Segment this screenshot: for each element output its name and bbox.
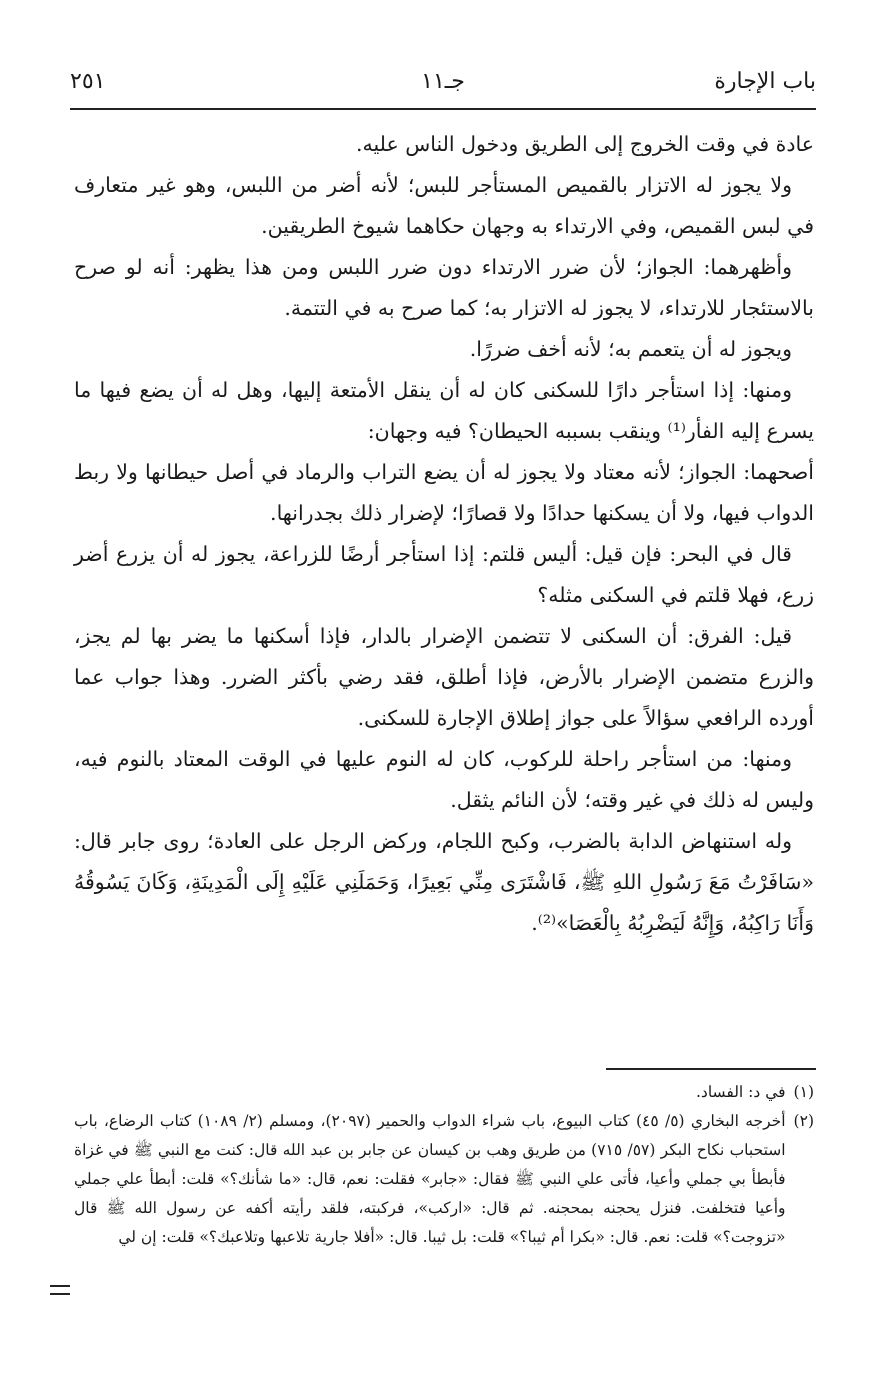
footnote-divider <box>606 1068 816 1070</box>
footnote-text: أخرجه البخاري (٥/ ٤٥) كتاب البيوع، باب شراء الدواب والحمير (٢٠٩٧)، ومسلم (٢/ ١٠٨٩) كتاب الرضاع، باب استحباب نكاح البكر (٥٧/ ٧١٥) من طريق وهب بن كيسان عن جابر بن عبد الله قال: كنت مع النبي ﷺ في غزاة فأبطأ بي جملي وأعيا، فأتى علي النبي ﷺ فقال: «جابر» فقلت: نعم، قال: «ما شأنك؟» قلت: أبطأ علي جملي وأعيا فتخلفت. فنزل يحجنه بمحجنه. ثم قال: «اركب»، فركبته، فلقد رأيته أكفه عن رسول الله ﷺ قال «تزوجت؟» قلت: نعم. قال: «بكرا أم ثيبا؟» قلت: بل ثيبا. قال: «أفلا جارية تلاعبها وتلاعبك؟» قلت: إن لي <box>74 1112 786 1246</box>
page-header <box>70 62 816 102</box>
paragraph: ومنها: من استأجر راحلة للركوب، كان له النوم عليها في الوقت المعتاد بالنوم فيه، وليس له ذلك في غير وقته؛ لأن النائم يثقل. <box>74 747 814 812</box>
paragraph: أصحهما: الجواز؛ لأنه معتاد ولا يجوز له أن يضع التراب والرماد في أصل حيطانها ولا ربط الدواب فيها، ولا أن يسكنها حدادًا ولا قصارًا؛ لإضرار ذلك بجدرانها. <box>74 460 814 525</box>
chapter-title: باب الإجارة <box>714 69 816 94</box>
paragraph: ولا يجوز له الاتزار بالقميص المستأجر للبس؛ لأنه أضر من اللبس، وهو غير متعارف في لبس القميص، وفي الارتداء به وجهان حكاهما شيوخ الطريقين. <box>74 173 814 238</box>
footnote-text: في د: الفساد. <box>695 1083 786 1101</box>
header-divider <box>70 108 816 110</box>
footnotes <box>74 1078 814 1252</box>
paragraph: ومنها: إذا استأجر دارًا للسكنى كان له أن ينقل الأمتعة إليها، وهل له أن يضع فيها ما يسرع إليه الفأر⁽¹⁾ وينقب بسببه الحيطان؟ فيه وجهان: <box>74 378 814 443</box>
footnote <box>74 1107 814 1252</box>
page-number: ٢٥١ <box>70 69 106 94</box>
paragraph: عادة في وقت الخروج إلى الطريق ودخول الناس عليه. <box>355 132 814 156</box>
footnote <box>74 1078 814 1107</box>
paragraph: قال في البحر: فإن قيل: أليس قلتم: إذا استأجر أرضًا للزراعة، يجوز له أن يزرع أضر زرع، فهلا قلتم في السكنى مثله؟ <box>74 542 814 607</box>
paragraph: ويجوز له أن يتعمم به؛ لأنه أخف ضررًا. <box>469 337 792 361</box>
paragraph: قيل: الفرق: أن السكنى لا تتضمن الإضرار بالدار، فإذا أسكنها ما يضر بها لم يجز، والزرع متضمن الإضرار بالأرض، فإذا أطلق، فقد رضي بأكثر الضرر. وهذا جواب عما أورده الرافعي سؤالاً على جواز إطلاق الإجارة للسكنى. <box>74 624 814 730</box>
paragraph: وأظهرهما: الجواز؛ لأن ضرر الارتداء دون ضرر اللبس ومن هذا يظهر: أنه لو صرح بالاستئجار للارتداء، لا يجوز له الاتزار به؛ كما صرح به في التتمة. <box>74 255 814 320</box>
volume-number: جـ١١ <box>421 69 465 94</box>
footnote-marker: (١) <box>793 1083 814 1101</box>
footnote-marker: (٢) <box>793 1112 814 1130</box>
main-text <box>74 124 814 944</box>
paragraph: وله استنهاض الدابة بالضرب، وكبح اللجام، وركض الرجل على العادة؛ روى جابر قال: «سَافَرْتُ مَعَ رَسُولِ اللهِ ﷺ، فَاشْتَرَى مِنِّي بَعِيرًا، وَحَمَلَنِي عَلَيْهِ إِلَى الْمَدِينَةِ، وَكَانَ يَسُوقُهُ وَأَنَا رَاكِبُهُ، وَإِنَّهُ لَيَضْرِبُهُ بِالْعَصَا»⁽²⁾. <box>74 829 814 935</box>
continuation-mark <box>50 1285 70 1295</box>
